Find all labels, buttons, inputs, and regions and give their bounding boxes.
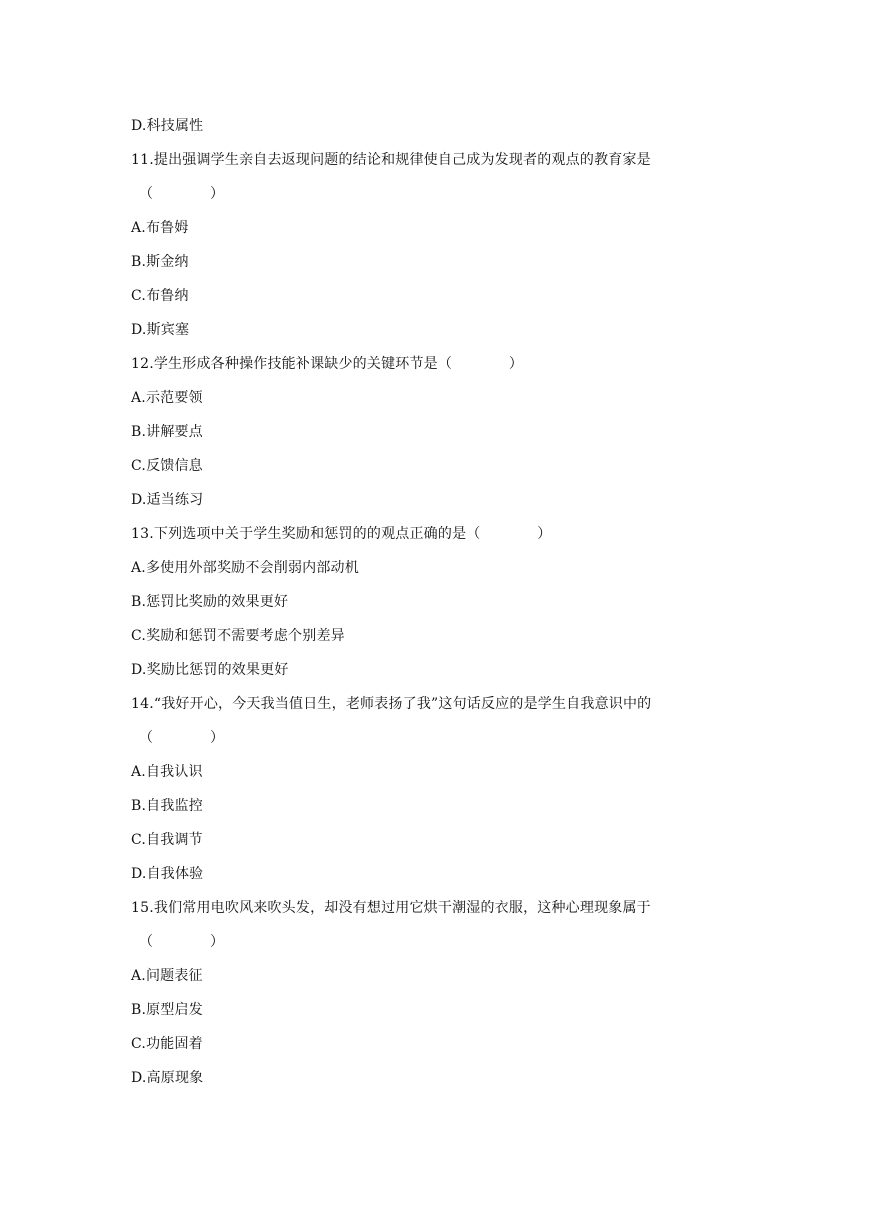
option-text: A.问题表征 bbox=[131, 968, 203, 984]
option-text: A.自我认识 bbox=[131, 764, 203, 780]
option-text: C.反馈信息 bbox=[131, 458, 203, 474]
option-text: C.自我调节 bbox=[131, 832, 203, 848]
option-text: C.功能固着 bbox=[131, 1036, 203, 1052]
option-text: B.斯金纳 bbox=[131, 254, 189, 270]
option-text: D.斯宾塞 bbox=[131, 322, 190, 338]
question-text: 14.“我好开心，今天我当值日生，老师表扬了我”这句话反应的是学生自我意识中的 bbox=[131, 696, 652, 712]
answer-blank: （ ） bbox=[139, 934, 225, 950]
option-text: C.布鲁纳 bbox=[131, 288, 189, 304]
option-text: D.适当练习 bbox=[131, 492, 204, 508]
option-text: D.自我体验 bbox=[131, 866, 204, 882]
question-text: 11.提出强调学生亲自去返现问题的结论和规律使自己成为发现者的观点的教育家是 bbox=[131, 152, 651, 168]
question-list bbox=[131, 109, 751, 1095]
option-text: B.原型启发 bbox=[131, 1002, 203, 1018]
option-text: A.示范要领 bbox=[131, 390, 203, 406]
option-text: B.惩罚比奖励的效果更好 bbox=[131, 594, 289, 610]
option-text: B.自我监控 bbox=[131, 798, 203, 814]
option-text: D.科技属性 bbox=[131, 118, 204, 134]
option-text: A.布鲁姆 bbox=[131, 220, 189, 236]
option-text: D.奖励比惩罚的效果更好 bbox=[131, 662, 289, 678]
option-text: B.讲解要点 bbox=[131, 424, 203, 440]
question-text: 15.我们常用电吹风来吹头发，却没有想过用它烘干潮湿的衣服，这种心理现象属于 bbox=[131, 900, 651, 916]
answer-blank: （ ） bbox=[139, 186, 225, 202]
answer-blank: （ ） bbox=[139, 730, 225, 746]
option-text: A.多使用外部奖励不会削弱内部动机 bbox=[131, 560, 359, 576]
question-text: 13.下列选项中关于学生奖励和惩罚的的观点正确的是（ ） bbox=[131, 526, 552, 542]
question-text: 12.学生形成各种操作技能补课缺少的关键环节是（ ） bbox=[131, 356, 524, 372]
option-text: D.高原现象 bbox=[131, 1070, 204, 1086]
option-text: C.奖励和惩罚不需要考虑个别差异 bbox=[131, 628, 345, 644]
